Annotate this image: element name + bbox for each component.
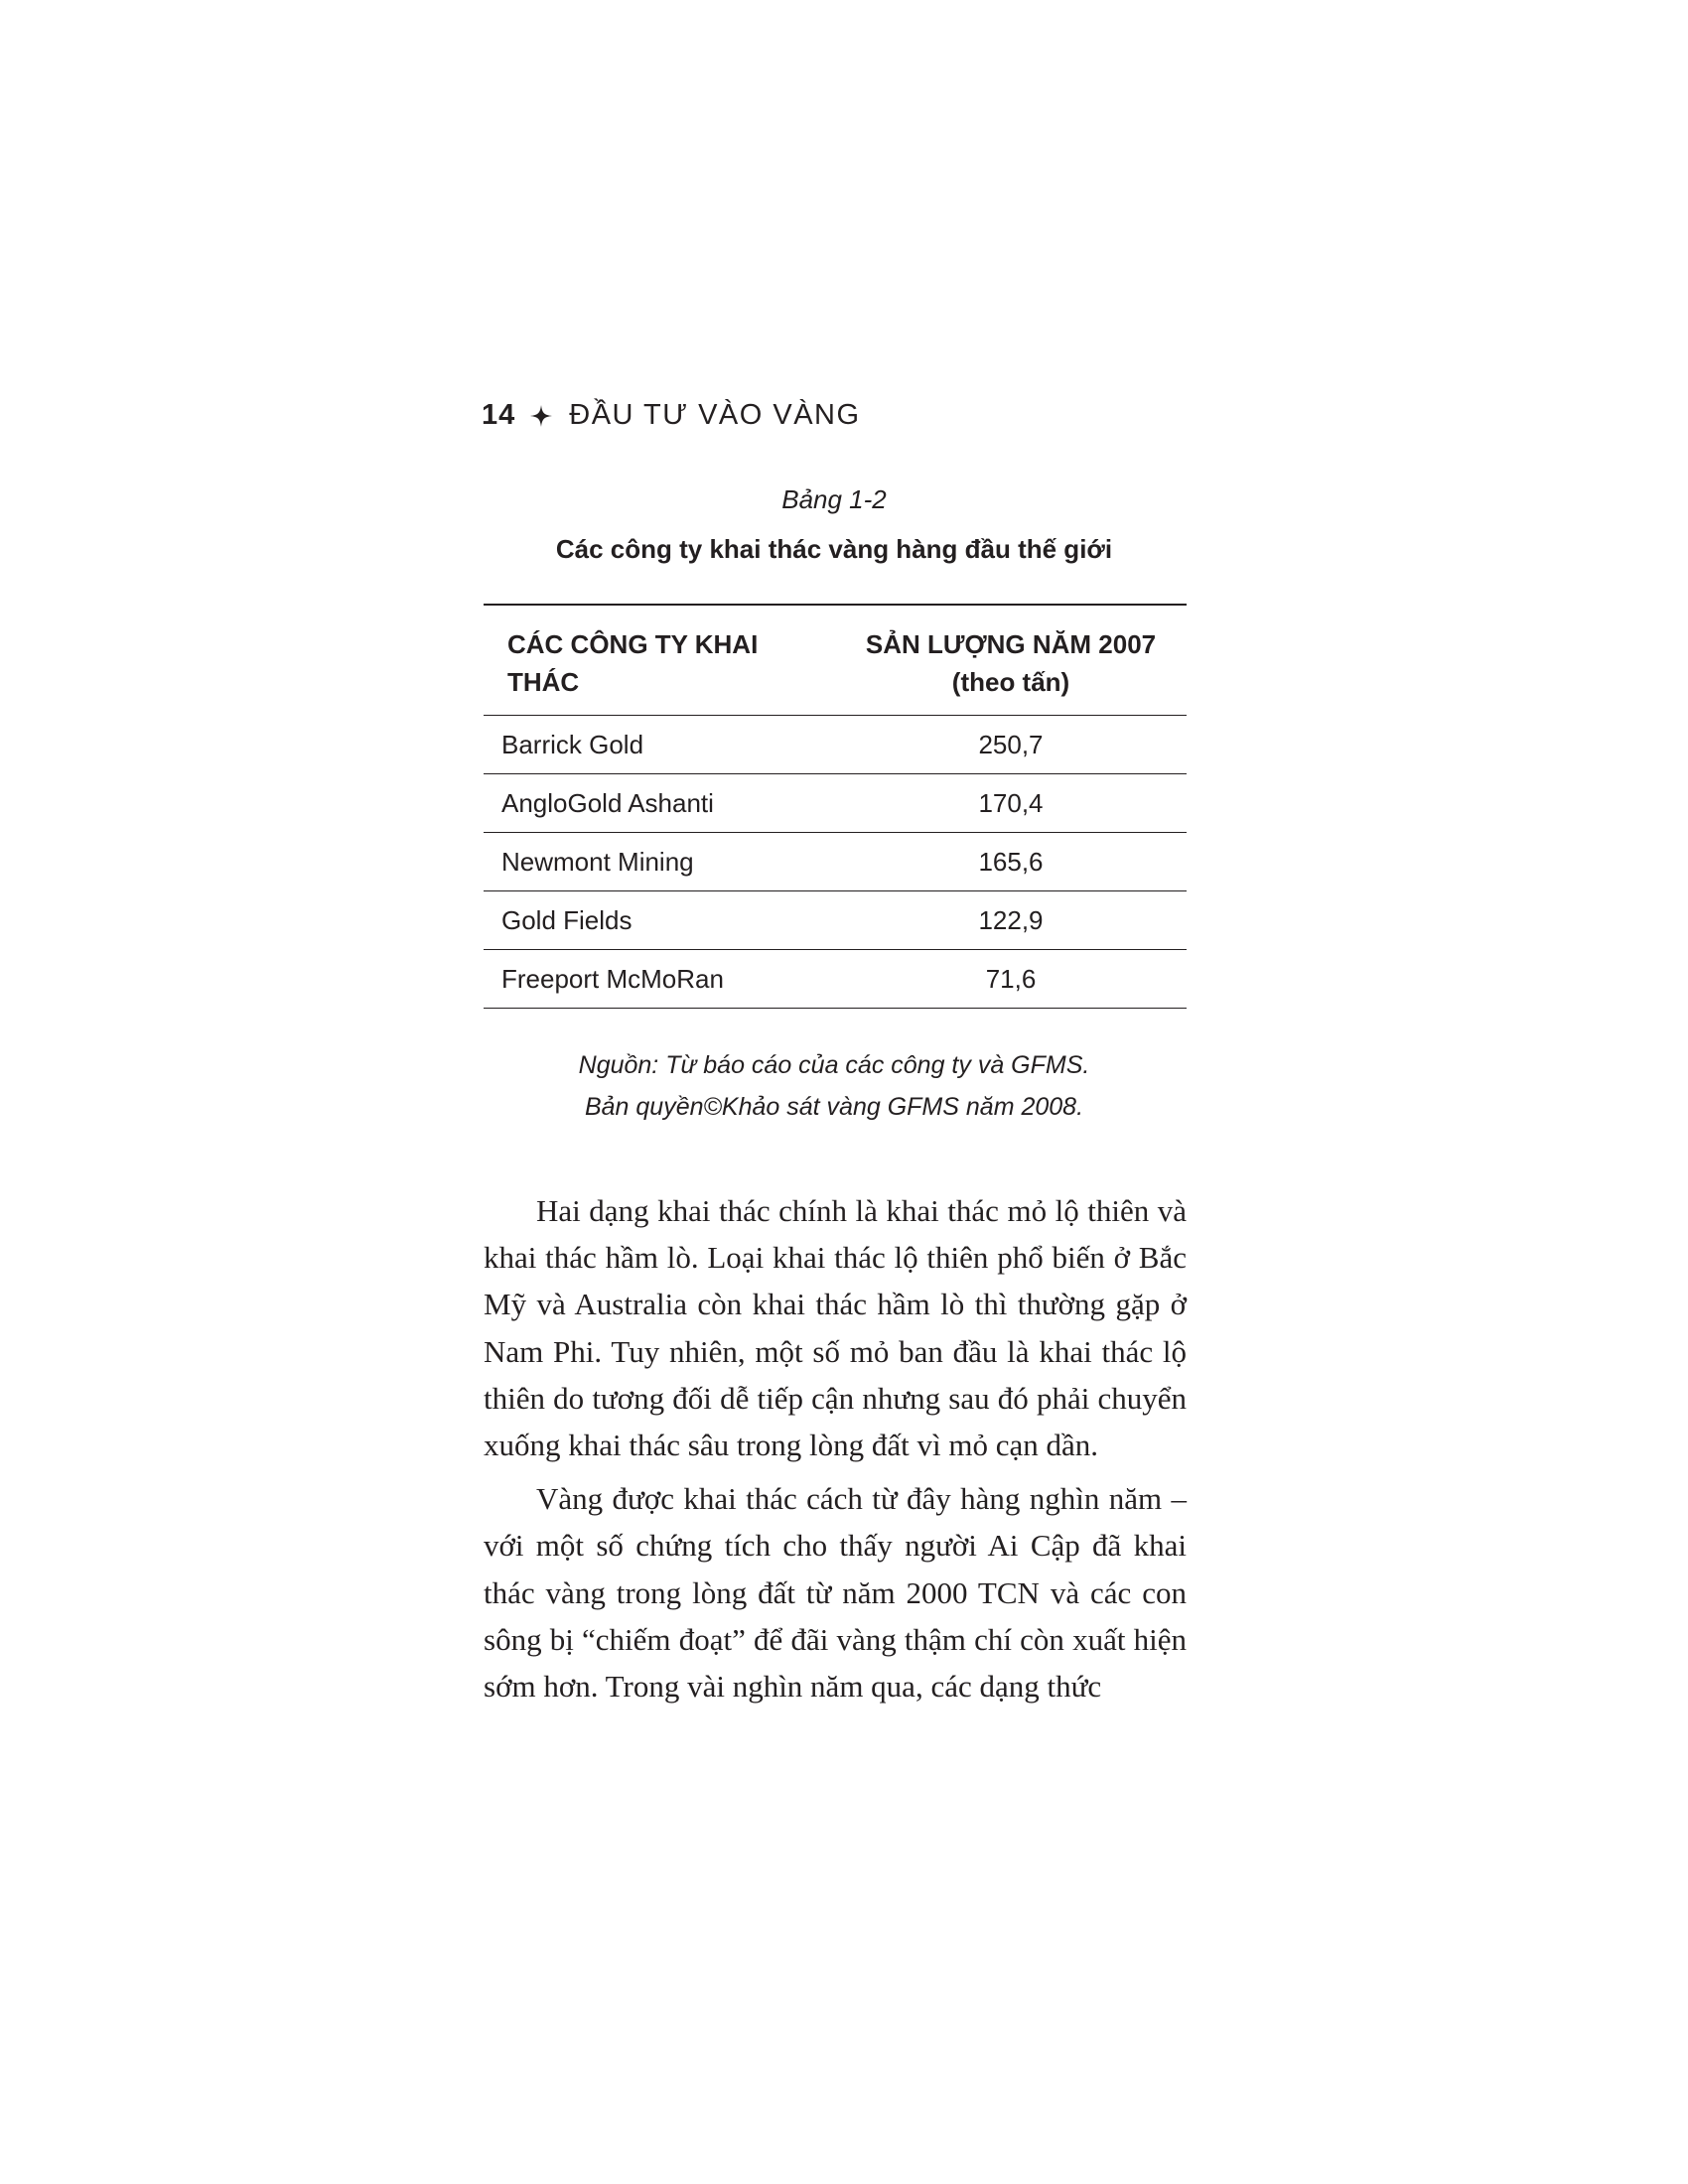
table-row [484, 833, 1187, 891]
output-cell: 165,6 [978, 846, 1044, 877]
company-cell: Barrick Gold [501, 729, 644, 759]
source-note [482, 1044, 1187, 1128]
body-text [484, 1187, 1187, 1716]
output-cell: 122,9 [978, 904, 1044, 935]
page-number: 14 [482, 398, 516, 431]
output-cell: 250,7 [978, 729, 1044, 759]
mining-companies-table [484, 604, 1187, 1009]
table-row [484, 891, 1187, 950]
output-cell: 170,4 [978, 787, 1044, 818]
table-header-row [484, 605, 1187, 716]
column-header-output [835, 605, 1187, 716]
table-label: Bảng 1-2 [781, 484, 887, 514]
source-line-1: Nguồn: Từ báo cáo của các công ty và GFMS. [578, 1051, 1090, 1079]
column-header-output-line2: (theo tấn) [951, 667, 1070, 697]
table-row [484, 950, 1187, 1009]
table-title: Các công ty khai thác vàng hàng đầu thế giới [555, 534, 1113, 564]
running-head [482, 395, 861, 435]
book-title: ĐẦU TƯ VÀO VÀNG [569, 398, 861, 431]
table-row [484, 716, 1187, 774]
body-paragraph: Hai dạng khai thác chính là khai thác mỏ lộ thiên và khai thác hầm lò. Loại khai thác lộ thiên phổ biến ở Bắc Mỹ và Australia còn khai thác hầm lò thì thường gặp ở Nam Phi. Tuy nhiên, một số mỏ ban đầu là khai thác lộ thiên do tương đối dễ tiếp cận nhưng sau đó phải chuyển xuống khai thác sâu trong lòng đất vì mỏ cạn dần. [484, 1193, 1187, 1463]
column-header-company: CÁC CÔNG TY KHAI THÁC [507, 629, 759, 697]
body-paragraph: Vàng được khai thác cách từ đây hàng nghìn năm – với một số chứng tích cho thấy người Ai Cập đã khai thác vàng trong lòng đất từ năm 2000 TCN và các con sông bị “chiếm đoạt” để đãi vàng thậm chí còn xuất hiện sớm hơn. Trong vài nghìn năm qua, các dạng thức [484, 1481, 1187, 1705]
output-cell: 71,6 [985, 963, 1037, 994]
company-cell: Gold Fields [501, 904, 633, 935]
column-header-output-line1: SẢN LƯỢNG NĂM 2007 [865, 629, 1157, 659]
table-row [484, 774, 1187, 833]
company-cell: Freeport McMoRan [501, 963, 724, 994]
company-cell: Newmont Mining [501, 846, 694, 877]
source-line-2: Bản quyền©Khảo sát vàng GFMS năm 2008. [584, 1093, 1084, 1121]
four-point-star-icon [529, 403, 553, 427]
company-cell: AngloGold Ashanti [501, 787, 714, 818]
